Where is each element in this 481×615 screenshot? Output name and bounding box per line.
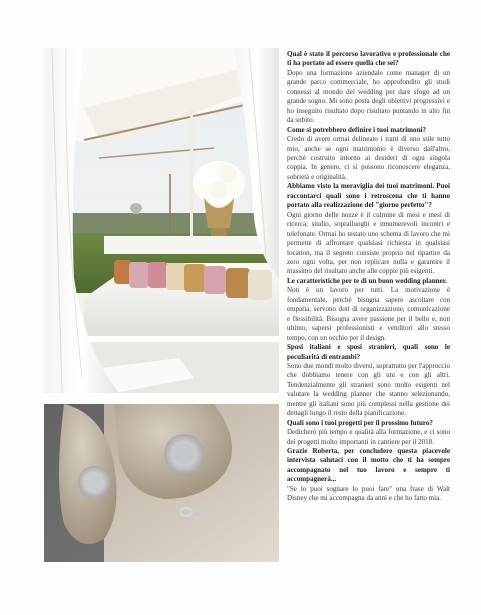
question-caratteristiche: Le caratteristiche per te di un buon wedding planner. — [287, 276, 447, 285]
answer-progetti: Dedicherò più tempo e qualità alla formazione, e ci sono dei progetti molto importanti in cantiere per il 2018. — [287, 428, 450, 446]
question-progetti: Quali sono i tuoi progetti per il prossimo futuro? — [287, 418, 433, 427]
answer-percorso: Dopo una formazione aziendale come manager di un grande parco commerciale, ho approfondito gli studi connessi al mondo del wedding per dare sfogo ad un grande sogno. Mi sono posta degli obiettivi progressivi e ho inseguito risultato dopo risultato puntando in alto fin da subito. — [287, 68, 450, 125]
question-stile: Come si potrebbero definire i tuoi matrimoni? — [287, 125, 426, 134]
answer-sposi: Sono due mondi molto diversi, soprattutto per l'approccio che dobbiamo tenere con gli uni e con gli altri. Tendenzialmente gli stranieri sono molto esigenti nel valutare la wedding planner che stanno selezionando, mentre gli italiani sono più complessi nella gestione dei dettagli lungo il resto della pianificazione. — [287, 361, 450, 418]
interview-article — [287, 50, 450, 504]
question-retroscena: Abbiamo visto la meraviglia dei tuoi matrimoni. Puoi raccontarci quali sono i retroscena che ti hanno portato alla realizzazione del "giorno perfetto"? — [287, 182, 450, 210]
wedding-lounge-photo — [44, 48, 279, 393]
question-sposi: Sposi italiani e sposi stranieri, quali sono le peculiarità di entrambi? — [287, 343, 450, 361]
answer-stile: Credo di avere ormai delineato i tratti di uno stile tutto mio, anche se ogni matrimonio è diverso dall'altro, perché costruito intorno ai desideri di ogni singola coppia. In genere, ci si possono riconoscere eleganza, sobrietà e originalità. — [287, 135, 450, 181]
bridal-shoes-photo — [44, 404, 279, 562]
question-percorso: Qual è stato il percorso lavorativo e professionale che ti ha portato ad essere quella che sei? — [287, 50, 450, 68]
answer-caratteristiche: Non è un lavoro per tutti. La motivazione è fondamentale, perché bisogna sapere ascoltare con empatia, servono doti di organizzazione, comunicazione e flessibilità. Bisogna avere passione per il bello e, non ultimo, sapersi professionisti e venditori allo stesso tempo, con un occhio per il design. — [287, 286, 450, 342]
answer-retroscena: Ogni giorno delle nozze è il culmine di mesi e mesi di ricerca, studio, sopralluoghi e innumerevoli incontri e telefonate. Ormai ho testato uno schema di lavoro che mi permette di affrontare qualsiasi richiesta in qualsiasi location, ma il segreto consiste proprio nel ripartire da zero ogni volta, per non replicare nulla e garantire il massimo del risultato anche alle coppie più esigenti. — [287, 210, 450, 276]
answer-motto: "Se lo puoi sognare lo puoi fare" una frase di Walt Disney che mi accompagna da anni e che ho fatto mia. — [287, 484, 450, 503]
question-motto: Grazie Roberta, per concludere questa piacevole intervista salutaci con il motto che ti ha sempre accompagnato nel tuo lavoro e sempre ti accompagnerà... — [287, 447, 450, 484]
